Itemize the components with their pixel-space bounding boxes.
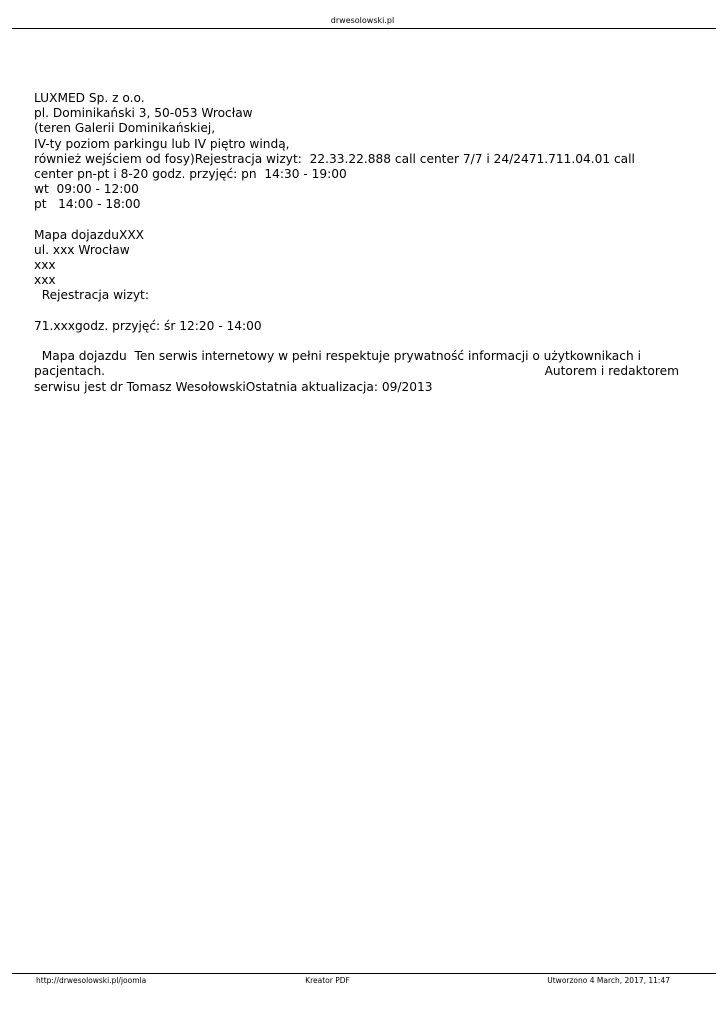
hours-line: wt 09:00 - 12:00 [34,182,139,197]
author-text: Autorem i redaktorem [544,364,679,379]
hours-line: pt 14:00 - 18:00 [34,197,141,212]
address-line: ul. xxx Wrocław [34,242,130,257]
hours-line: 71.xxxgodz. przyjęć: śr 12:20 - 14:00 [34,318,262,333]
document-body [34,91,694,395]
address-line: (teren Galerii Dominikańskiej, [34,121,216,136]
hours-line: center pn-pt i 8-20 godz. przyjęć: pn 14:30 - 19:00 [34,166,347,181]
company-name: LUXMED Sp. z o.o. [34,91,145,105]
map-link[interactable]: Mapa dojazduXXX [34,227,145,242]
privacy-text-row [34,364,679,379]
privacy-text-end: pacjentach. [34,364,106,379]
footer-generator: Kreator PDF [305,976,350,985]
spacer [34,304,694,319]
registration-label: Rejestracja wizyt: [34,288,149,303]
footer-divider [12,973,716,974]
privacy-text: Mapa dojazdu Ten serwis internetowy w pełni respektuje prywatność informacji o użytkownikach i [34,349,641,364]
registration-line: również wejściem od fosy)Rejestracja wizyt: 22.33.22.888 call center 7/7 i 24/2471.711.04.01 call [34,151,635,166]
header-divider [12,28,716,29]
address-line: IV-ty poziom parkingu lub IV piętro windą, [34,136,290,151]
address-line: xxx [34,258,56,273]
page-header-site: drwesolowski.pl [330,16,395,25]
spacer [34,334,694,349]
author-update-text: serwisu jest dr Tomasz WesołowskiOstatnia aktualizacja: 09/2013 [34,379,433,394]
spacer [34,213,694,228]
address-line: pl. Dominikański 3, 50-053 Wrocław [34,106,253,121]
footer-created-date: Utworzono 4 March, 2017, 11:47 [547,976,670,985]
footer-url[interactable]: http://drwesolowski.pl/joomla [36,976,147,985]
address-line: xxx [34,273,56,288]
